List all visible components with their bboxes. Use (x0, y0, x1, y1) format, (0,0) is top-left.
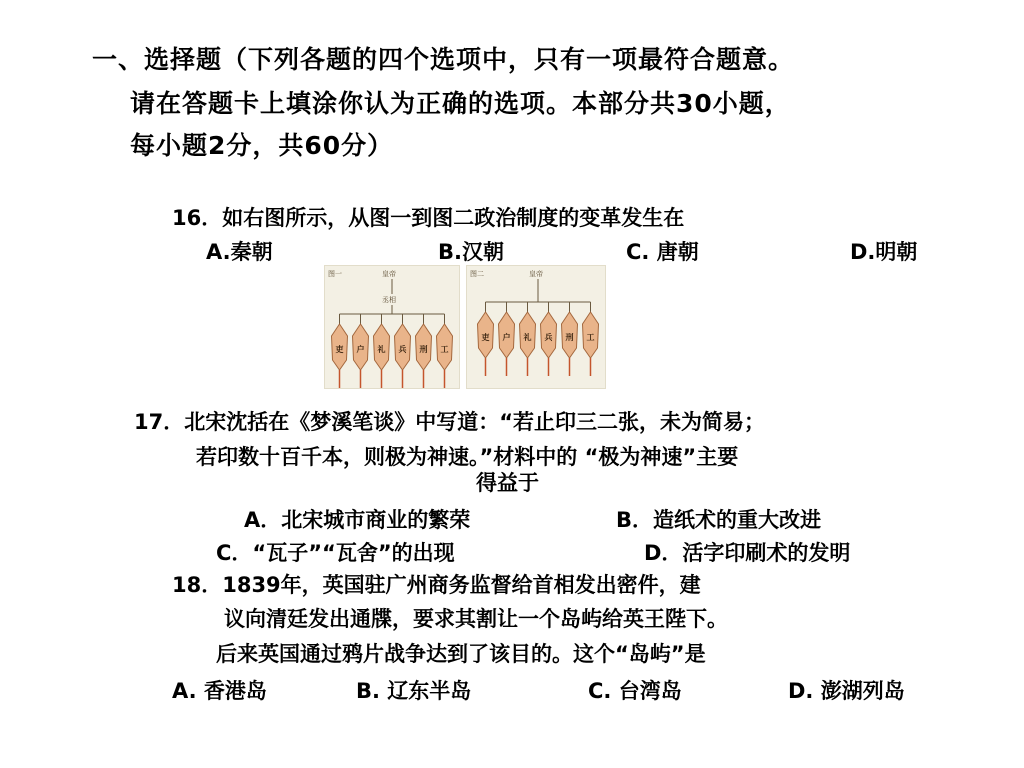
figure-two-ministry-label: 吏 (481, 333, 490, 342)
q18-option-d[interactable]: D. 澎湖列岛 (788, 679, 905, 703)
section-header-line1: 一、选择题（下列各题的四个选项中，只有一项最符合题意。 (92, 45, 795, 74)
q18-option-b[interactable]: B. 辽东半岛 (356, 679, 472, 703)
q17-option-c[interactable]: C．“瓦子”“瓦舍”的出现 (216, 541, 455, 565)
figure-one-ministry-label: 工 (440, 345, 449, 354)
q17-option-a[interactable]: A．北宋城市商业的繁荣 (244, 508, 471, 532)
figure-two-ministry-label: 礼 (523, 333, 532, 342)
figure-one-ministry-label: 刑 (419, 345, 428, 354)
q17-stem-line1: 17．北宋沈括在《梦溪笔谈》中写道：“若止印三二张，未为简易； (134, 410, 766, 434)
q16-figure-one (324, 265, 460, 389)
q18-stem-line3: 后来英国通过鸦片战争达到了该目的。这个“岛屿”是 (216, 642, 706, 666)
q18-stem-line2: 议向清廷发出通牒，要求其割让一个岛屿给英王陛下。 (224, 607, 728, 631)
q16-option-b[interactable]: B.汉朝 (438, 240, 504, 264)
figure-two-ministry-label: 兵 (544, 333, 553, 342)
figure-one-chancellor: 丞相 (382, 296, 396, 304)
figure-two-ministry-label: 户 (502, 333, 511, 342)
q18-options (0, 675, 1024, 703)
q16-figure-two (466, 265, 606, 389)
figure-two-ministry-label: 工 (586, 333, 595, 342)
q17-stem-line3: 得益于 (476, 471, 539, 495)
q16-option-a[interactable]: A.秦朝 (206, 240, 273, 264)
section-header-line3: 每小题2分，共60分） (130, 131, 394, 160)
q17-option-b[interactable]: B．造纸术的重大改进 (616, 508, 822, 532)
q16-options (0, 236, 1024, 264)
q18-option-c[interactable]: C. 台湾岛 (588, 679, 682, 703)
figure-one-ministry-label: 礼 (377, 345, 386, 354)
figure-one-ministry-label: 兵 (398, 345, 407, 354)
figure-two-label: 图二 (470, 270, 484, 278)
q16-option-c[interactable]: C. 唐朝 (626, 240, 699, 264)
figure-one-diagram (325, 266, 459, 388)
figure-one-label: 图一 (328, 270, 342, 278)
figure-one-ministry-label: 户 (356, 345, 365, 354)
figure-one-ministry-label: 吏 (335, 345, 344, 354)
figure-one-emperor: 皇帝 (382, 270, 396, 278)
q18-stem-line1: 18．1839年，英国驻广州商务监督给首相发出密件，建 (172, 573, 701, 597)
figure-two-ministry-label: 刑 (565, 333, 574, 342)
q17-stem-line2: 若印数十百千本，则极为神速。”材料中的 “极为神速”主要 (196, 445, 739, 469)
figure-two-diagram (467, 266, 605, 388)
q18-option-a[interactable]: A. 香港岛 (172, 679, 267, 703)
section-header-line2: 请在答题卡上填涂你认为正确的选项。本部分共30小题， (130, 89, 791, 118)
q16-option-d[interactable]: D.明朝 (850, 240, 918, 264)
q17-option-d[interactable]: D．活字印刷术的发明 (644, 541, 851, 565)
figure-two-emperor: 皇帝 (529, 270, 543, 278)
q16-stem: 16．如右图所示，从图一到图二政治制度的变革发生在 (172, 206, 685, 230)
